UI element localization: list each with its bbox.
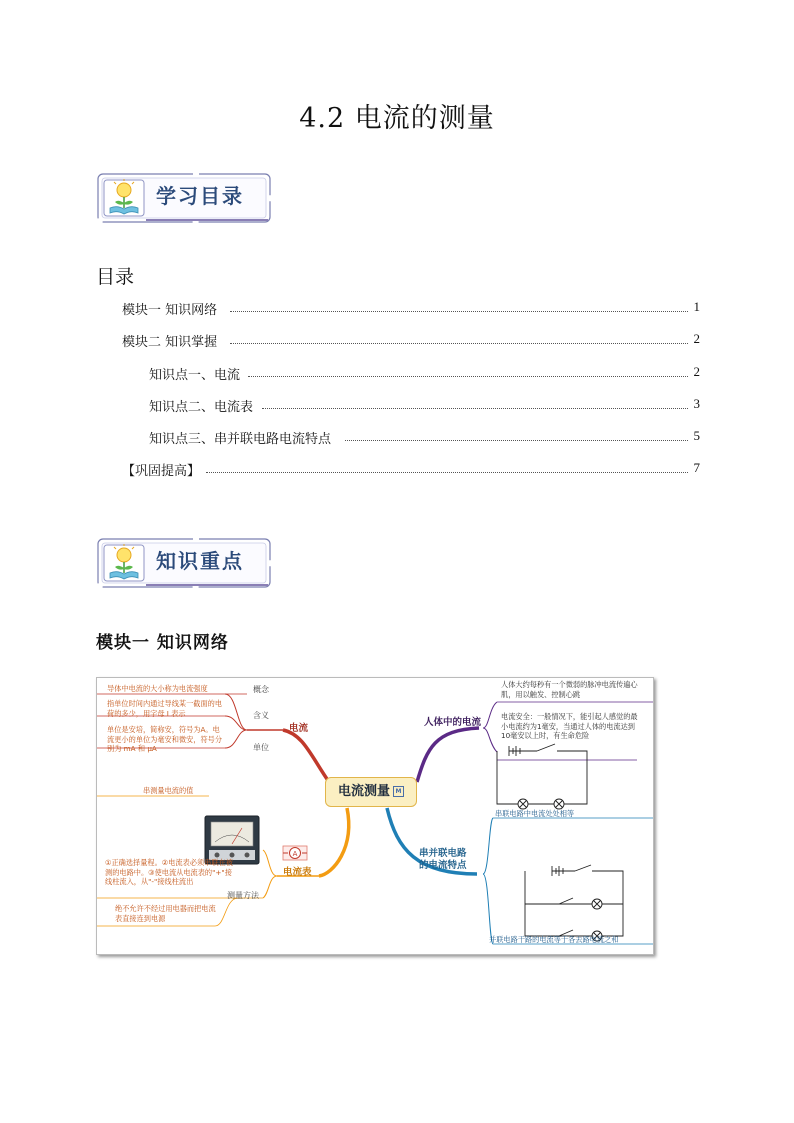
branch-series-parallel-label: 串并联电路的电流特点: [419, 848, 467, 872]
svg-text:A: A: [292, 850, 298, 858]
toc-leader: [262, 408, 688, 409]
body-current-text-2: 电流安全：一般情况下，能引起人感觉的最小电流约为1毫安，当通过人体的电流达到10毫安以上时，有生命危险: [501, 712, 638, 741]
toc-entry-label: 知识点一、电流: [149, 364, 242, 383]
ammeter-method-label: 测量方法: [227, 891, 259, 900]
toc-entry-label: 【巩固提高】: [122, 460, 202, 479]
current-meaning-text: 指单位时间内通过导线某一截面的电荷的多少，用字母 I 表示: [107, 699, 223, 718]
toc-entry-page: 3: [693, 396, 700, 411]
toc-heading: 目录: [96, 266, 135, 288]
toc-entry-page: 2: [693, 364, 700, 379]
banner-label: 知识重点: [156, 549, 244, 573]
toc-entry-page: 5: [693, 428, 700, 443]
series-caption: 串联电路中电流处处相等: [495, 809, 575, 818]
parallel-caption: 并联电路干路的电流等于各去路电流之和: [489, 935, 619, 944]
toc-leader: [206, 472, 688, 473]
module-heading: 模块一 知识网络: [96, 633, 229, 653]
toc-leader: [248, 376, 688, 377]
mind-map-center-node: [325, 777, 417, 807]
toc-leader: [345, 440, 688, 441]
ammeter-method-text: ①正确选择量程。②电流表必须串联在被测的电路中。③使电流从电流表的"+"接线柱流入，从"-"接线柱流出: [105, 858, 233, 887]
branch-current-label: 电流: [289, 723, 309, 734]
toc-leader: [230, 311, 688, 312]
current-concept-text: 导体中电流的大小称为电流强度: [107, 684, 208, 693]
toc-entry[interactable]: [0, 396, 794, 414]
branch-ammeter-label: 电流表: [283, 867, 312, 878]
toc-entry-page: 7: [693, 460, 700, 475]
toc-entry-label: 模块二 知识掌握: [122, 331, 219, 350]
current-unit-label: 单位: [253, 743, 269, 752]
section-banner-key-points: [96, 535, 272, 591]
center-node-tag: M: [393, 786, 404, 797]
toc-entry[interactable]: [0, 299, 794, 317]
toc-entry-page: 1: [693, 299, 700, 314]
body-current-text-1: 人体大约每秒有一个微弱的脉冲电流传遍心肌，用以触发、控制心跳: [501, 680, 638, 699]
toc-entry-label: 知识点三、串并联电路电流特点: [149, 428, 333, 447]
branch-body-current-label: 人体中的电流: [424, 717, 482, 728]
current-concept-label: 概念: [253, 685, 269, 694]
toc-entry[interactable]: [0, 331, 794, 349]
toc-entry-page: 2: [693, 331, 700, 346]
current-unit-text: 单位是安培，简称安，符号为A。电流更小的单位为毫安和微安，符号分别为 mA 和 μA: [107, 725, 223, 754]
ammeter-caption: 串测量电流的值: [143, 786, 194, 795]
toc-entry[interactable]: [0, 364, 794, 382]
toc-leader: [230, 343, 688, 344]
banner-label: 学习目录: [156, 184, 244, 208]
toc-entry-label: 知识点二、电流表: [149, 396, 255, 415]
toc-entry[interactable]: [0, 460, 794, 478]
ammeter-warning-text: 绝不允许不经过用电器而把电流表直接连到电源: [115, 904, 216, 923]
mind-map-figure: [96, 677, 654, 955]
page-title: 4.2 电流的测量: [299, 103, 495, 134]
current-meaning-label: 含义: [253, 711, 269, 720]
toc-entry[interactable]: [0, 428, 794, 446]
section-banner-toc: [96, 170, 272, 226]
toc-entry-label: 模块一 知识网络: [122, 299, 219, 318]
center-node-label: 电流测量: [337, 784, 390, 799]
